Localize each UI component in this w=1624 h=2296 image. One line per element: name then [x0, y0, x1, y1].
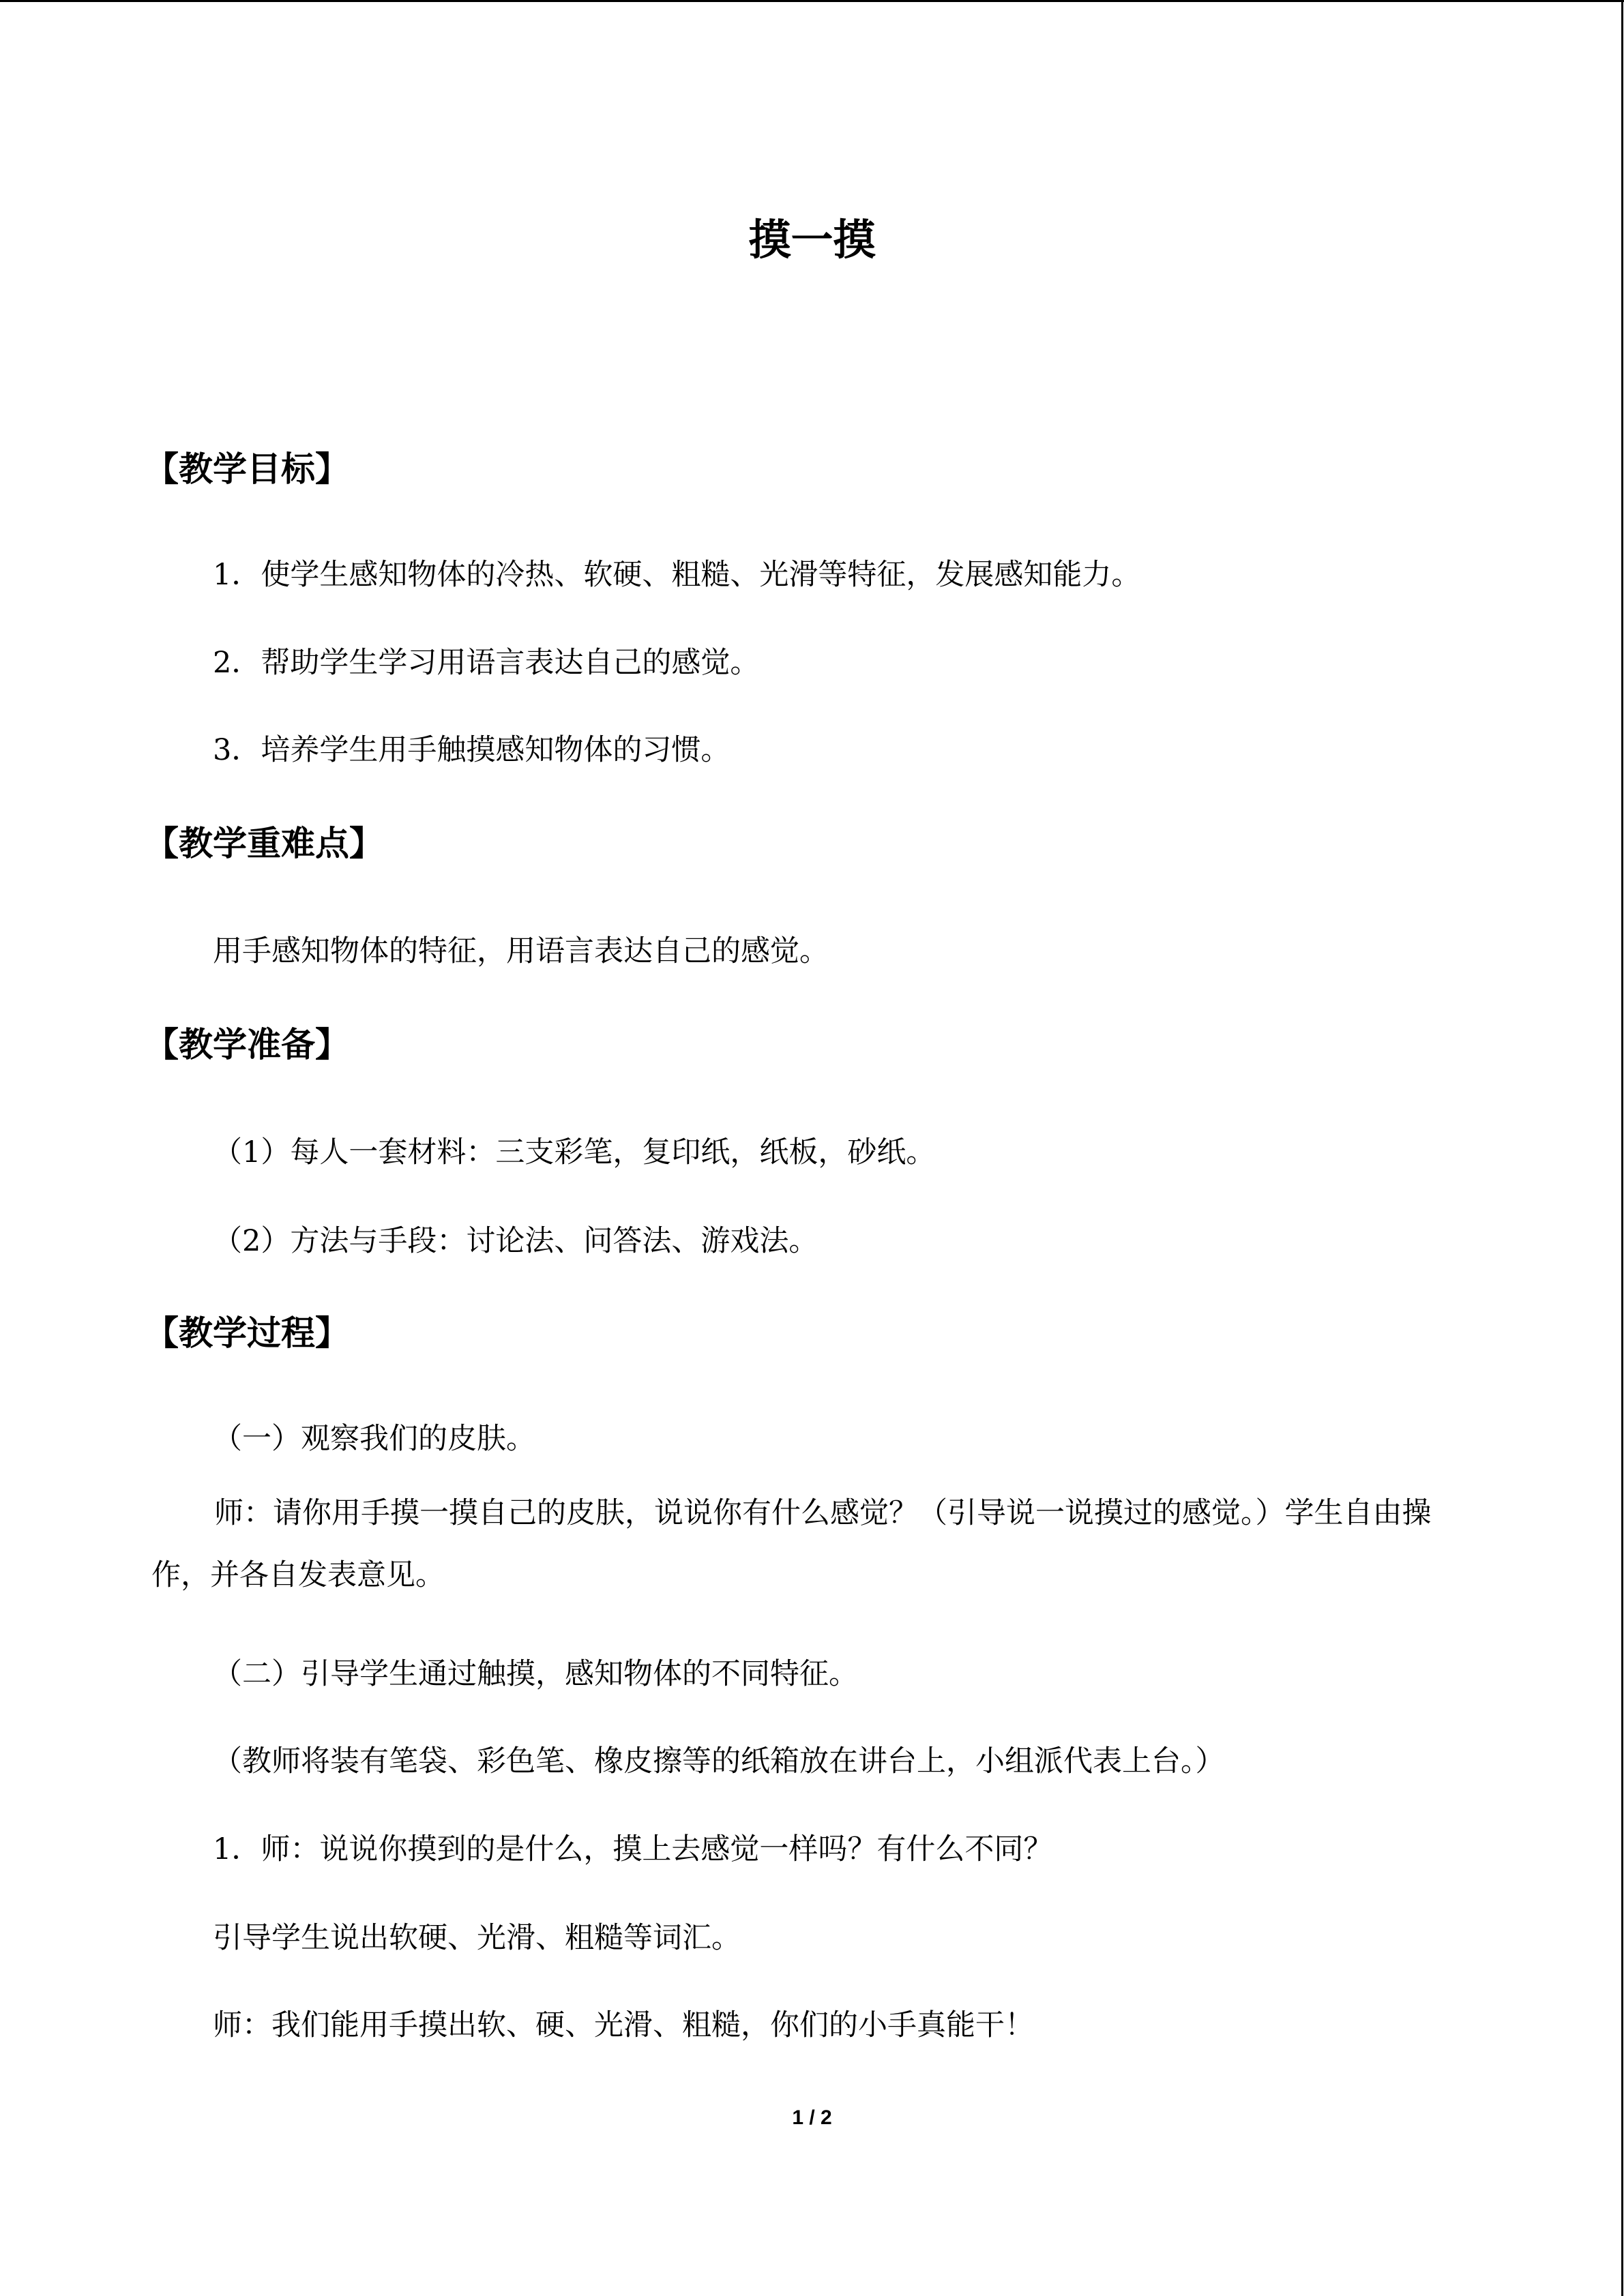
process-question-1: 1．师：说说你摸到的是什么，摸上去感觉一样吗？有什么不同？ — [213, 1832, 1053, 1866]
key-point-text: 用手感知物体的特征，用语言表达自己的感觉。 — [213, 934, 829, 968]
section-heading-process: 【教学过程】 — [145, 1313, 349, 1353]
process-step-2-title: （二）引导学生通过触摸，感知物体的不同特征。 — [213, 1657, 858, 1691]
process-step-1-title: （一）观察我们的皮肤。 — [213, 1422, 535, 1456]
section-heading-key-points: 【教学重难点】 — [145, 824, 383, 863]
page-number: 1 / 2 — [792, 2106, 832, 2129]
goal-item-2: 2．帮助学生学习用语言表达自己的感觉。 — [213, 646, 760, 680]
process-teacher-setup-note: （教师将装有笔袋、彩色笔、橡皮擦等的纸箱放在讲台上，小组派代表上台。） — [213, 1744, 1225, 1778]
section-heading-teaching-goals: 【教学目标】 — [145, 449, 349, 489]
goal-item-3: 3．培养学生用手触摸感知物体的习惯。 — [213, 733, 730, 767]
process-guide-vocabulary: 引导学生说出软硬、光滑、粗糙等词汇。 — [213, 1921, 741, 1955]
section-heading-preparation: 【教学准备】 — [145, 1025, 349, 1064]
goal-item-1: 1．使学生感知物体的冷热、软硬、粗糙、光滑等特征，发展感知能力。 — [213, 558, 1141, 592]
process-teacher-prompt-skin: 师：请你用手摸一摸自己的皮肤，说说你有什么感觉？（引导说一说摸过的感觉。）学生自由操作，并各自发表意见。 — [151, 1496, 1432, 1592]
preparation-item-1: （1）每人一套材料：三支彩笔，复印纸，纸板，砂纸。 — [213, 1135, 936, 1169]
preparation-item-2: （2）方法与手段：讨论法、问答法、游戏法。 — [213, 1224, 818, 1258]
document-title: 摸一摸 — [748, 215, 876, 265]
process-teacher-praise: 师：我们能用手摸出软、硬、光滑、粗糙，你们的小手真能干！ — [213, 2008, 1034, 2042]
